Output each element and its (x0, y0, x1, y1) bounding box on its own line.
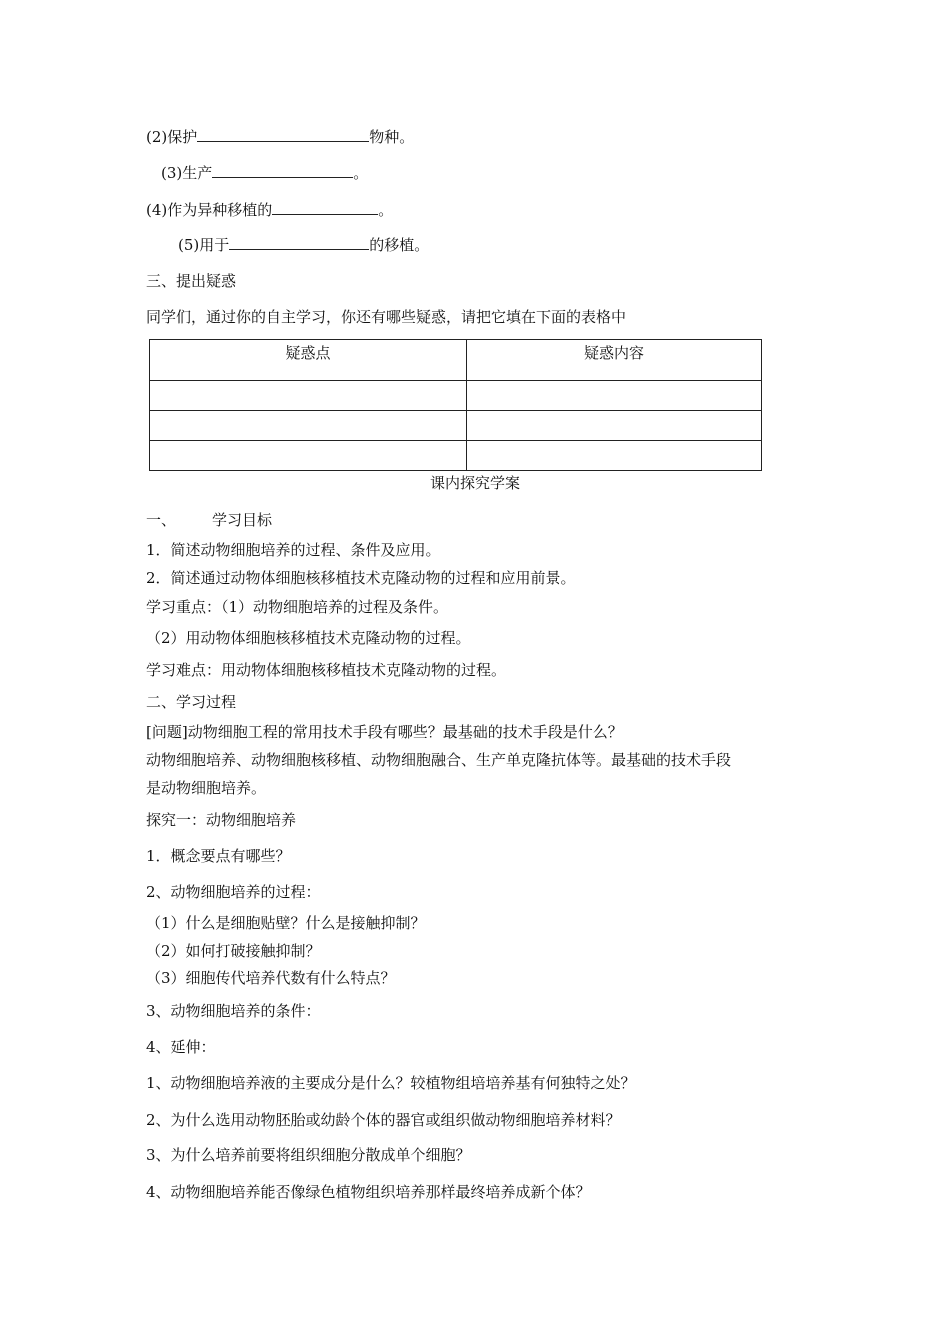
question-2-sub-3: （3）细胞传代培养代数有什么特点？ (146, 969, 396, 987)
doubt-content-cell[interactable] (467, 441, 762, 471)
doubt-point-cell[interactable] (150, 441, 467, 471)
goal-item-1: 1．简述动物细胞培养的过程、条件及应用。 (146, 541, 441, 559)
fill-item-4-before: (4)作为异种移植的 (146, 201, 273, 219)
doubt-point-cell[interactable] (150, 411, 467, 441)
question-3: 3、动物细胞培养的条件： (146, 1002, 321, 1020)
fill-item-2 (146, 127, 414, 147)
fill-blank-4 (272, 200, 378, 215)
difficulty: 学习难点：用动物体细胞核移植技术克隆动物的过程。 (146, 661, 507, 679)
fill-item-5 (178, 235, 429, 255)
extension-4: 4、动物细胞培养能否像绿色植物组织培养那样最终培养成新个体？ (146, 1183, 591, 1201)
table-row (150, 411, 762, 441)
table-row (150, 441, 762, 471)
fill-item-3-before: (3)生产 (161, 164, 213, 182)
question-2: 2、动物细胞培养的过程： (146, 883, 321, 901)
goal-item-2: 2．简述通过动物体细胞核移植技术克隆动物的过程和应用前景。 (146, 569, 576, 587)
explore-1-heading: 探究一：动物细胞培养 (146, 811, 297, 829)
question-1: 1．概念要点有哪些？ (146, 847, 291, 865)
process-answer-line-2: 是动物细胞培养。 (146, 779, 267, 797)
fill-item-4 (146, 200, 393, 220)
process-question: [问题]动物细胞工程的常用技术手段有哪些？最基础的技术手段是什么？ (146, 723, 623, 741)
doubt-point-cell[interactable] (150, 381, 467, 411)
fill-item-2-after: 物种。 (369, 128, 415, 146)
question-4: 4、延伸： (146, 1038, 216, 1056)
process-heading: 二、学习过程 (146, 693, 237, 711)
question-2-sub-1: （1）什么是细胞贴壁？什么是接触抑制？ (146, 914, 426, 932)
section3-heading: 三、提出疑惑 (146, 272, 237, 290)
doubt-content-cell[interactable] (467, 381, 762, 411)
doubt-table-header-row (150, 340, 762, 381)
fill-item-3-after: 。 (353, 164, 369, 182)
doubt-content-header: 疑惑内容 (467, 340, 762, 381)
fill-item-4-after: 。 (378, 201, 394, 219)
key-points-2: （2）用动物体细胞核移植技术克隆动物的过程。 (146, 629, 471, 647)
process-answer-line-1: 动物细胞培养、动物细胞核移植、动物细胞融合、生产单克隆抗体等。最基础的技术手段 (146, 751, 732, 769)
fill-item-5-before: (5)用于 (178, 236, 230, 254)
doubt-point-header: 疑惑点 (150, 340, 467, 381)
goals-heading-num: 一、 (146, 511, 177, 529)
question-2-sub-2: （2）如何打破接触抑制？ (146, 942, 321, 960)
doubt-content-cell[interactable] (467, 411, 762, 441)
extension-2: 2、为什么选用动物胚胎或幼龄个体的器官或组织做动物细胞培养材料？ (146, 1111, 621, 1129)
fill-item-5-after: 的移植。 (369, 236, 430, 254)
fill-item-2-before: (2)保护 (146, 128, 198, 146)
key-points: 学习重点：（1）动物细胞培养的过程及条件。 (146, 598, 449, 616)
fill-blank-3 (212, 163, 353, 178)
doubt-table (149, 339, 762, 471)
fill-blank-2 (197, 127, 369, 142)
goals-heading-text: 学习目标 (212, 511, 273, 529)
extension-1: 1、动物细胞培养液的主要成分是什么？较植物组培培养基有何独特之处？ (146, 1074, 636, 1092)
extension-3: 3、为什么培养前要将组织细胞分散成单个细胞？ (146, 1146, 471, 1164)
fill-blank-5 (229, 235, 369, 250)
table-row (150, 381, 762, 411)
section3-intro: 同学们，通过你的自主学习，你还有哪些疑惑，请把它填在下面的表格中 (146, 308, 627, 326)
goals-heading (146, 510, 272, 530)
fill-item-3 (161, 163, 368, 183)
page-title: 课内探究学案 (429, 474, 520, 492)
